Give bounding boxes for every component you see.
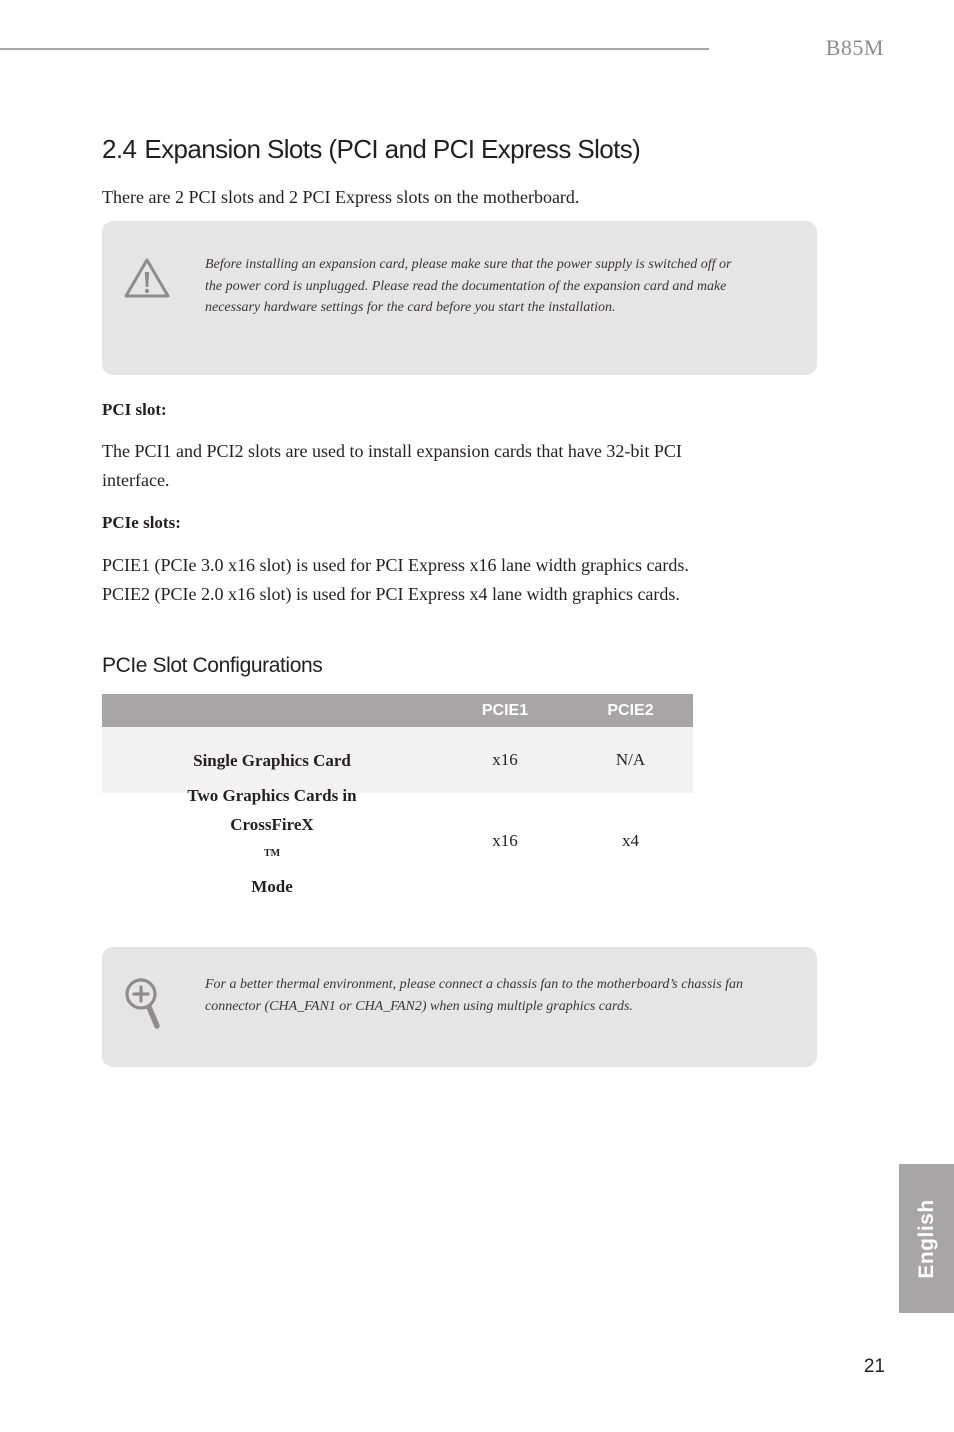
pci-line: The PCI1 and PCI2 slots are used to install expansion cards that have 32-bit PCI bbox=[102, 441, 682, 461]
section-title-text: Expansion Slots (PCI and PCI Express Slots) bbox=[144, 134, 641, 164]
pcie-paragraph bbox=[102, 551, 689, 609]
pci-heading: PCI slot: bbox=[102, 400, 167, 419]
section-title bbox=[102, 134, 640, 165]
table-cell: x16 bbox=[492, 750, 518, 769]
language-label: English bbox=[914, 1198, 938, 1279]
tip-text: For a better thermal environment, please connect a chassis fan to the motherboard’s chassis fan connector (CHA_FAN1 or CHA_FAN2) when using multiple graphics cards. bbox=[205, 977, 744, 1014]
magnifier-plus-icon bbox=[124, 977, 166, 1036]
caution-notice bbox=[102, 221, 817, 375]
pcie-line: PCIE1 (PCIe 3.0 x16 slot) is used for PCI Express x16 lane width graphics cards. bbox=[102, 555, 689, 575]
table-header-cell: PCIE1 bbox=[481, 701, 529, 719]
row-label-tail: Mode bbox=[251, 877, 293, 896]
row-label bbox=[102, 786, 442, 896]
table-row bbox=[102, 786, 693, 896]
trademark-mark: TM bbox=[263, 848, 281, 859]
section-number: 2.4 bbox=[102, 134, 137, 164]
caution-text: Before installing an expansion card, please make sure that the power supply is switched off or the power cord is unplugged. Please read the documentation of the expansion card and make necessary hardware settings for the card before you start the installation. bbox=[205, 257, 732, 316]
config-table-title: PCIe Slot Configurations bbox=[102, 654, 323, 677]
tip-notice bbox=[102, 947, 817, 1067]
row-label-main: CrossFireX bbox=[230, 815, 314, 834]
table-header-cell: PCIE2 bbox=[607, 701, 654, 719]
table-cell: N/A bbox=[615, 750, 646, 769]
table-header-cell bbox=[102, 694, 442, 727]
table-header-row bbox=[102, 694, 693, 727]
pcie-line: PCIE2 (PCIe 2.0 x16 slot) is used for PCI Express x4 lane width graphics cards. bbox=[102, 584, 680, 604]
row-label-line: Two Graphics Cards in bbox=[187, 786, 357, 805]
pci-paragraph bbox=[102, 437, 682, 495]
pci-line: interface. bbox=[102, 470, 170, 490]
pcie-config-table bbox=[102, 694, 693, 896]
table-cell: x4 bbox=[622, 831, 639, 850]
table-cell: x16 bbox=[492, 831, 518, 850]
model-name: B85M bbox=[825, 35, 884, 60]
intro-paragraph: There are 2 PCI slots and 2 PCI Express slots on the motherboard. bbox=[102, 187, 580, 207]
warning-triangle-icon bbox=[123, 257, 171, 304]
language-tab bbox=[899, 1164, 954, 1313]
page-number: 21 bbox=[863, 1356, 885, 1377]
header-rule bbox=[0, 48, 709, 50]
row-label: Single Graphics Card bbox=[193, 750, 351, 770]
pcie-heading: PCIe slots: bbox=[102, 513, 181, 532]
row-label-line bbox=[187, 810, 356, 901]
